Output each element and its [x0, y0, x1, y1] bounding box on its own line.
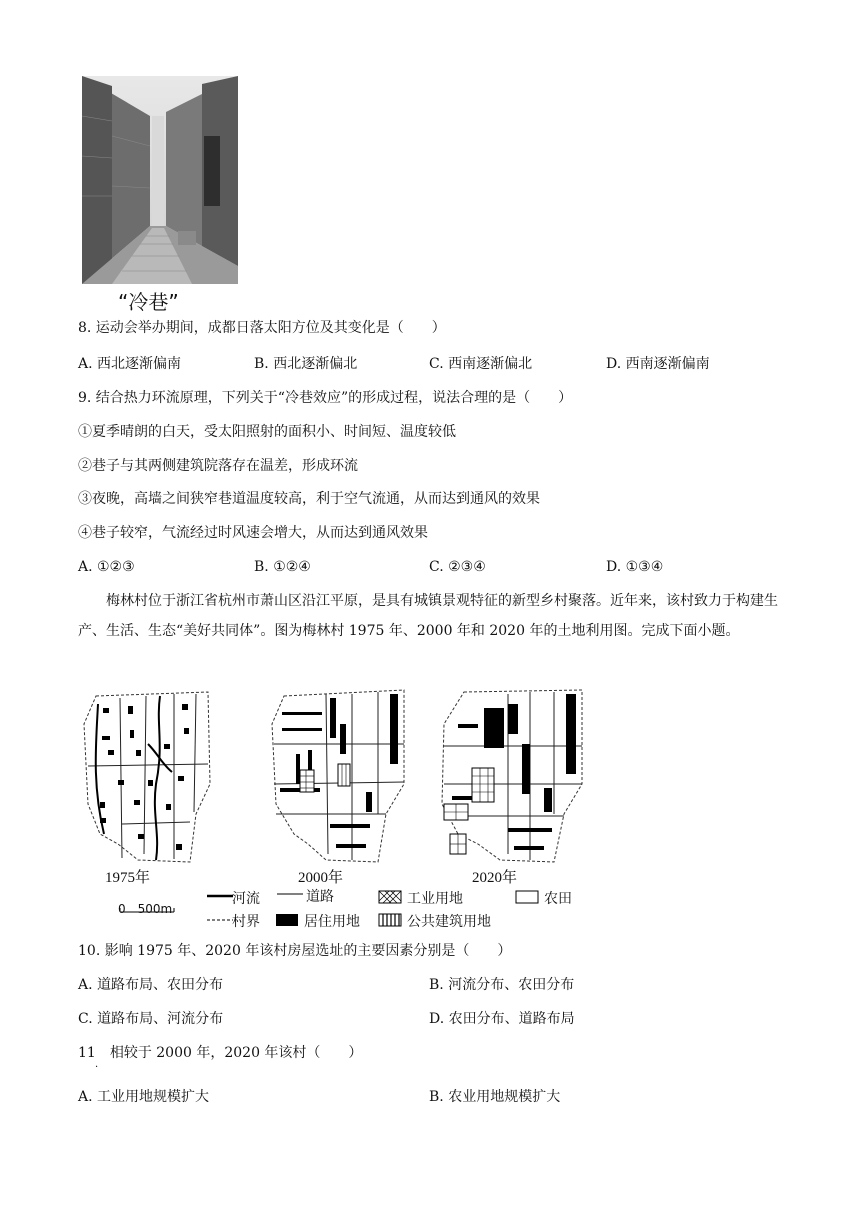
q9-option-d[interactable]: D. ①③④	[606, 559, 664, 575]
legend-river: 河流	[232, 891, 260, 907]
legend-boundary: 村界	[232, 914, 260, 930]
q8-option-b[interactable]: B. 西北逐渐偏北	[254, 356, 358, 372]
q8-stem: 8. 运动会举办期间，成都日落太阳方位及其变化是（ ）	[78, 320, 446, 336]
scale-label: 0 500m	[118, 902, 173, 916]
q9-statement-3: ③夜晚，高墙之间狭窄巷道温度较高，利于空气流通，从而达到通风的效果	[78, 491, 540, 507]
boundary-swatch	[205, 914, 235, 926]
map-2020	[438, 684, 588, 864]
legend-farmland: 农田	[544, 891, 572, 907]
year-label-2020: 2020年	[472, 870, 518, 886]
q9-statement-4: ④巷子较窄，气流经过时风速会增大，从而达到通风效果	[78, 525, 428, 541]
river-swatch	[205, 890, 235, 902]
legend-residential: 居住用地	[304, 914, 360, 930]
public-swatch	[378, 913, 402, 927]
q10-option-b[interactable]: B. 河流分布、农田分布	[429, 977, 575, 993]
residential-swatch	[275, 913, 299, 927]
q10-option-c[interactable]: C. 道路布局、河流分布	[78, 1011, 224, 1027]
q8-option-a[interactable]: A. 西北逐渐偏南	[78, 356, 182, 372]
farmland-swatch	[515, 890, 539, 904]
q9-stem: 9. 结合热力环流原理，下列关于“冷巷效应”的形成过程，说法合理的是（ ）	[78, 390, 573, 406]
q9-option-a[interactable]: A. ①②③	[78, 559, 135, 575]
q10-option-a[interactable]: A. 道路布局、农田分布	[78, 977, 224, 993]
map-1975	[78, 684, 218, 864]
q11-option-b[interactable]: B. 农业用地规模扩大	[429, 1089, 561, 1105]
q9-statement-1: ①夏季晴朗的白天，受太阳照射的面积小、时间短、温度较低	[78, 424, 456, 440]
passage: 梅林村位于浙江省杭州市萧山区沿江平原，是具有城镇景观特征的新型乡村聚落。近年来，该村致力于构建生产、生活、生态“美好共同体”。图为梅林村 1975 年、2000 年和 2020 年的土地利用图。完成下面小题。	[78, 593, 778, 639]
q9-option-c[interactable]: C. ②③④	[429, 559, 486, 575]
photo-caption: “冷巷”	[118, 290, 179, 314]
year-label-1975: 1975年	[105, 870, 151, 886]
q10-option-d[interactable]: D. 农田分布、道路布局	[429, 1011, 575, 1027]
road-swatch	[275, 888, 305, 900]
map-2000	[266, 684, 406, 864]
legend-public: 公共建筑用地	[407, 914, 491, 930]
legend-industrial: 工业用地	[407, 891, 463, 907]
q10-stem: 10. 影响 1975 年、2020 年该村房屋选址的主要因素分别是（ ）	[78, 943, 512, 959]
q9-statement-2: ②巷子与其两侧建筑院落存在温差，形成环流	[78, 458, 358, 474]
decorative-dot: ·	[95, 1062, 99, 1073]
q8-option-c[interactable]: C. 西南逐渐偏北	[429, 356, 533, 372]
q11-stem: 11 相较于 2000 年，2020 年该村（ ）	[78, 1045, 363, 1061]
industrial-swatch	[378, 890, 402, 904]
q11-option-a[interactable]: A. 工业用地规模扩大	[78, 1089, 210, 1105]
q8-option-d[interactable]: D. 西南逐渐偏南	[606, 356, 710, 372]
cold-alley-photo	[82, 76, 238, 284]
legend-road: 道路	[306, 889, 334, 905]
year-label-2000: 2000年	[298, 870, 344, 886]
q9-option-b[interactable]: B. ①②④	[254, 559, 311, 575]
